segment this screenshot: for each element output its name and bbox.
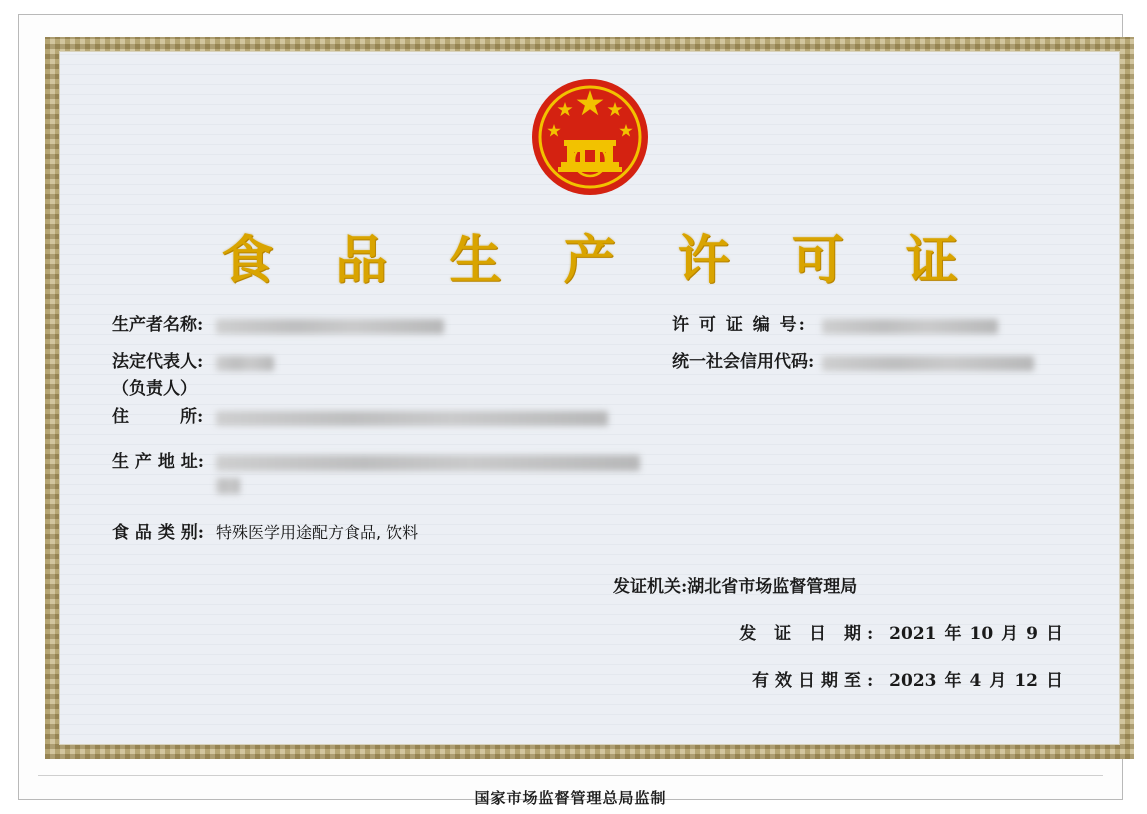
expiry-date-label: 有效日期至: <box>751 671 880 691</box>
address-value <box>216 411 608 426</box>
issuing-authority-label: 发证机关: <box>613 577 688 597</box>
issue-date-year: 2021 <box>889 624 937 644</box>
issuer-section <box>613 572 1083 713</box>
address-label: 住 所: <box>112 407 204 427</box>
credit-code-value <box>822 356 1034 371</box>
producer-name-label: 生产者名称: <box>112 315 204 335</box>
expiry-date-day: 12 <box>1014 671 1038 691</box>
row-producer-and-license <box>112 310 1089 341</box>
production-address-value-line2 <box>216 478 240 494</box>
footer-supervision-text: 国家市场监督管理总局监制 <box>474 789 667 807</box>
food-category-value: 特殊医学用途配方食品, 饮料 <box>216 523 419 542</box>
producer-name-value <box>216 319 444 334</box>
field-food-category <box>112 518 650 549</box>
field-producer-name <box>112 310 650 341</box>
credit-code-label: 统一社会信用代码: <box>672 352 815 372</box>
certificate-outer-frame <box>18 14 1123 807</box>
issue-date-row <box>613 619 1083 644</box>
page-title: 食 品 生 产 许 可 证 <box>221 230 980 291</box>
field-credit-code <box>650 347 1089 378</box>
expiry-date-year: 2023 <box>889 671 937 691</box>
footer-divider <box>38 775 1103 776</box>
certificate-body <box>59 51 1120 745</box>
row-legalrep-and-creditcode <box>112 347 1089 404</box>
issue-date-day-unit: 日 <box>1046 624 1063 644</box>
issue-date-day: 9 <box>1026 624 1038 644</box>
national-emblem-icon <box>524 74 656 200</box>
field-legal-representative <box>112 347 650 404</box>
issuing-authority-value: 湖北省市场监督管理局 <box>687 577 858 597</box>
license-no-label: 许 可 证 编 号: <box>672 315 807 335</box>
fields-section <box>112 310 1089 555</box>
legal-representative-value <box>216 356 274 371</box>
food-category-label: 食 品 类 别: <box>112 523 205 543</box>
issuing-authority-row <box>613 572 1083 597</box>
row-food-category <box>112 500 1089 549</box>
expiry-date-row <box>613 666 1083 691</box>
row-production-address <box>112 439 1089 494</box>
issue-date-label: 发 证 日 期: <box>739 624 880 644</box>
license-no-value <box>822 319 998 334</box>
production-address-label: 生 产 地 址: <box>112 452 205 472</box>
issue-date-month: 10 <box>969 624 994 644</box>
expiry-date-year-unit: 年 <box>944 671 962 691</box>
legal-representative-sub-label: （负责人） <box>112 379 197 399</box>
field-license-no <box>650 310 1089 341</box>
certificate-decorative-border <box>45 37 1134 759</box>
production-address-value <box>216 455 640 471</box>
issue-date-month-unit: 月 <box>1001 624 1019 644</box>
expiry-date-month: 4 <box>969 671 982 691</box>
issue-date-year-unit: 年 <box>944 624 962 644</box>
expiry-date-day-unit: 日 <box>1046 671 1063 691</box>
legal-representative-label: 法定代表人: <box>112 352 204 372</box>
expiry-date-month-unit: 月 <box>989 671 1007 691</box>
field-address <box>112 402 650 433</box>
row-address <box>112 407 1089 433</box>
field-production-address <box>112 447 650 494</box>
